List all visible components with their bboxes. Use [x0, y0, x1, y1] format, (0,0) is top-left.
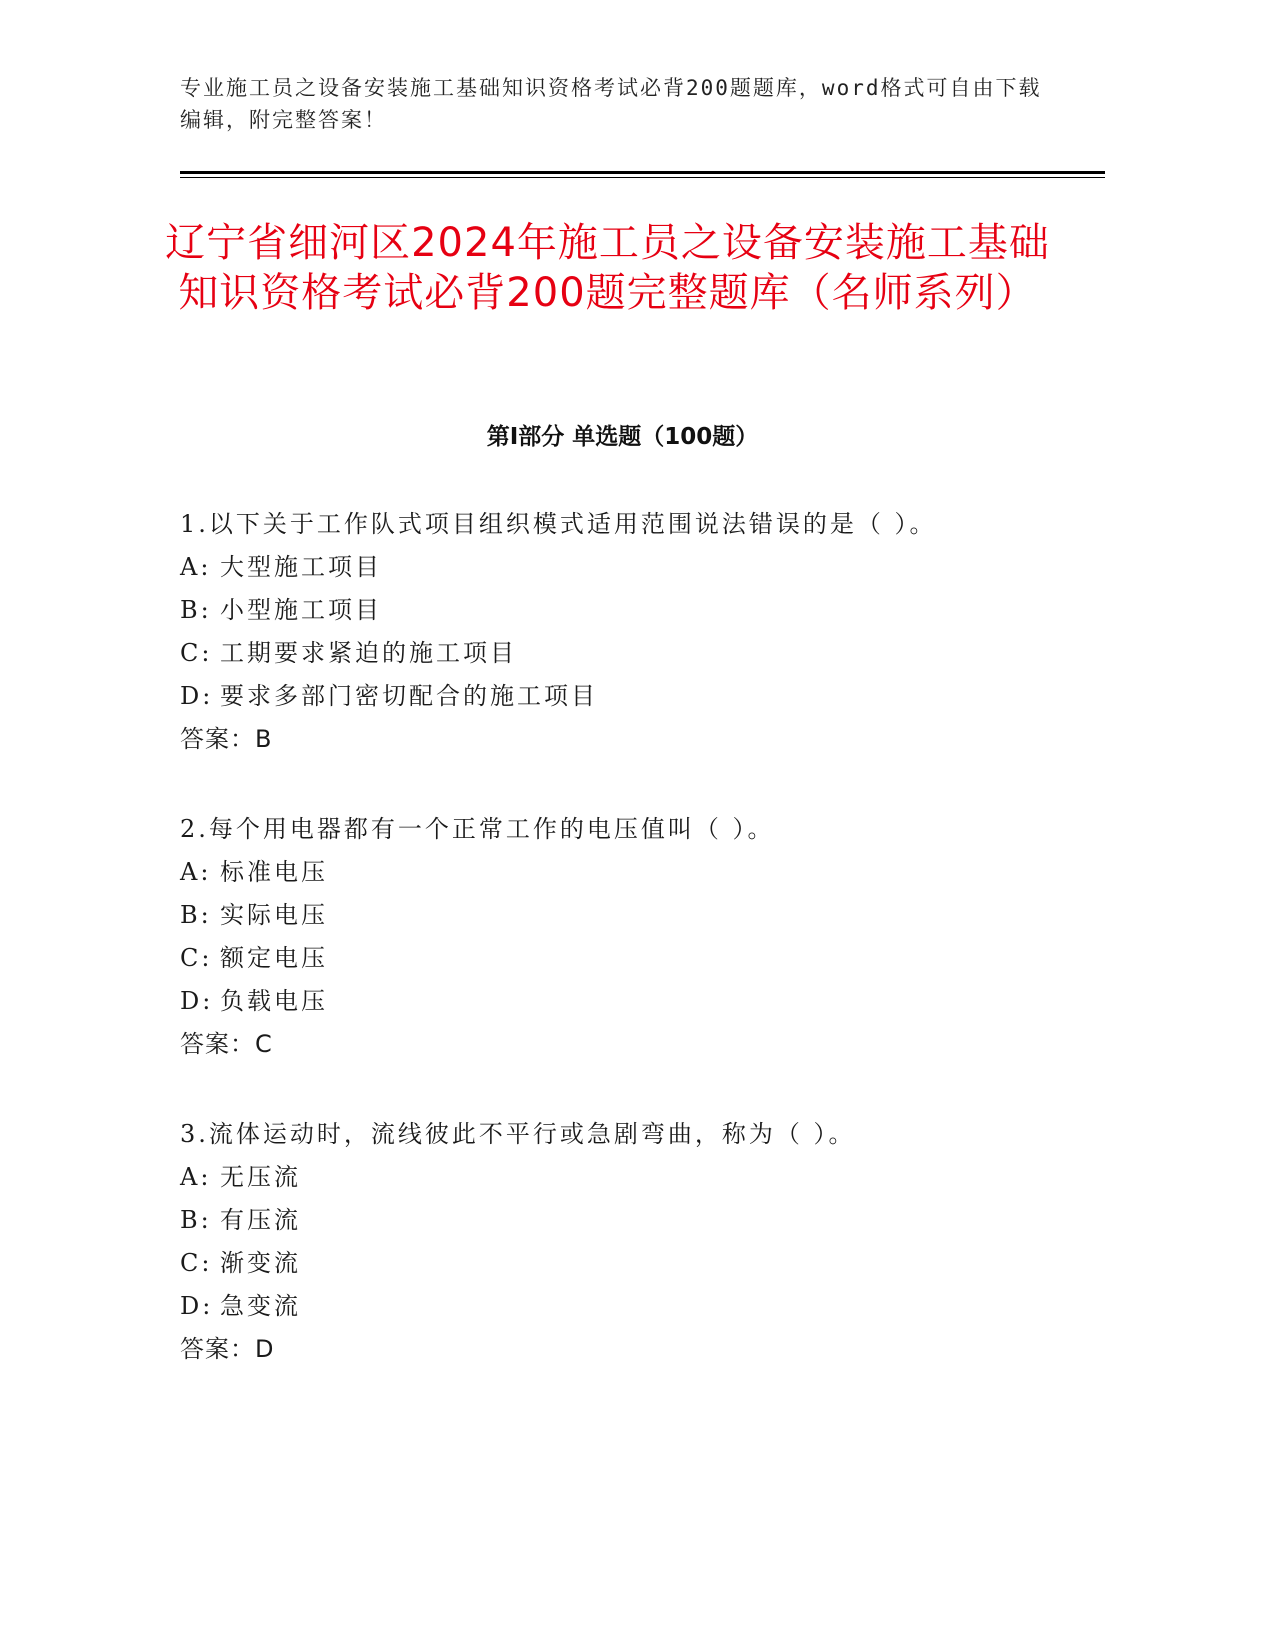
option-b — [180, 894, 1080, 937]
question-2 — [180, 808, 1080, 1066]
option-letter: A: — [180, 858, 212, 886]
option-text: 渐变流 — [220, 1249, 301, 1277]
option-letter: C: — [180, 1249, 213, 1277]
question-stem: 3.流体运动时，流线彼此不平行或急剧弯曲，称为（ ）。 — [180, 1120, 856, 1148]
question-stem: 1.以下关于工作队式项目组织模式适用范围说法错误的是（ ）。 — [180, 510, 937, 538]
option-a — [180, 1156, 1080, 1199]
option-b — [180, 589, 1080, 632]
header-note: 专业施工员之设备安装施工基础知识资格考试必背200题题库，word格式可自由下载编辑，附完整答案！ — [180, 76, 1042, 132]
option-letter: B: — [180, 901, 212, 929]
option-letter: A: — [180, 553, 212, 581]
header-rule-thick — [180, 171, 1105, 174]
option-c — [180, 632, 1080, 675]
document-title: 辽宁省细河区2024年施工员之设备安装施工基础知识资格考试必背200题完整题库（名师系列） — [165, 220, 1050, 316]
header-rule-thin — [180, 177, 1105, 178]
option-text: 标准电压 — [220, 858, 328, 886]
option-d — [180, 980, 1080, 1023]
option-a — [180, 851, 1080, 894]
question-1 — [180, 503, 1080, 761]
option-a — [180, 546, 1080, 589]
option-text: 要求多部门密切配合的施工项目 — [220, 682, 598, 710]
option-d — [180, 1285, 1080, 1328]
option-c — [180, 1242, 1080, 1285]
option-b — [180, 1199, 1080, 1242]
question-stem: 2.每个用电器都有一个正常工作的电压值叫（ ）。 — [180, 815, 775, 843]
option-letter: B: — [180, 1206, 212, 1234]
option-letter: C: — [180, 944, 213, 972]
option-text: 大型施工项目 — [220, 553, 382, 581]
section-title: 第Ⅰ部分 单选题（100题） — [486, 424, 759, 450]
option-text: 急变流 — [220, 1292, 301, 1320]
option-letter: A: — [180, 1163, 212, 1191]
option-letter: D: — [180, 682, 214, 710]
question-3 — [180, 1113, 1080, 1371]
option-text: 负载电压 — [220, 987, 328, 1015]
option-letter: C: — [180, 639, 213, 667]
option-letter: B: — [180, 596, 212, 624]
option-text: 无压流 — [220, 1163, 301, 1191]
question-answer: 答案：C — [180, 1030, 273, 1058]
option-d — [180, 675, 1080, 718]
question-answer: 答案：D — [180, 1335, 275, 1363]
option-text: 额定电压 — [220, 944, 328, 972]
option-text: 小型施工项目 — [220, 596, 382, 624]
question-answer: 答案：B — [180, 725, 273, 753]
option-c — [180, 937, 1080, 980]
option-text: 有压流 — [220, 1206, 301, 1234]
option-text: 工期要求紧迫的施工项目 — [220, 639, 517, 667]
option-letter: D: — [180, 1292, 214, 1320]
option-letter: D: — [180, 987, 214, 1015]
option-text: 实际电压 — [220, 901, 328, 929]
